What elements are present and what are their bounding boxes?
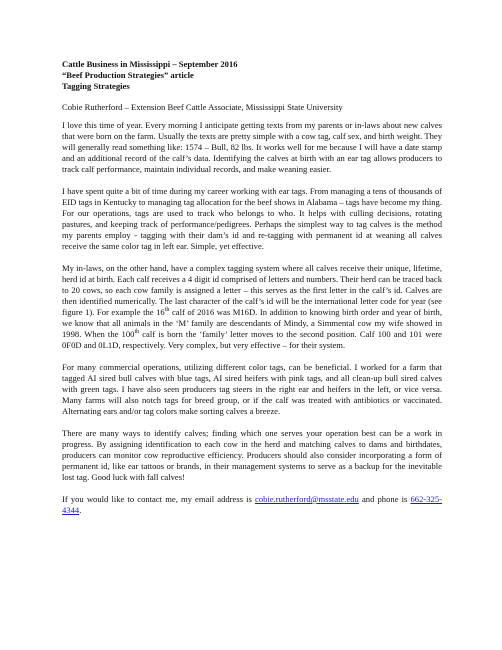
paragraph-2: I have spent quite a bit of time during my career working with ear tags. From managing a tens of thousands of EID tags in Kentucky to managing tag allocation for the beef shows in Alabama – tags have become my thing. For our operations, tags are used to track who belongs to who. It helps with culling decisions, rotating pastures, and keeping track of performance/pedigrees. Perhaps the simplest way to tag calves is the method my parents employ - tagging with their dam’s id and re-tagging with permanent id at weaning all calves receive the same color tag in left ear. Simple, yet effective. [62, 186, 442, 251]
newsletter-title: Cattle Business in Mississippi – September 2016 [62, 59, 238, 69]
contact-text-c: . [79, 505, 82, 515]
contact-text-a: If you would like to contact me, my email address is [62, 494, 256, 504]
paragraph-3-part-b: calf of 2016 was M16D. In addition to knowing birth order and year of birth, we know that all animals in the ‘M’ family are descendants of Mindy, a Simmental cow my wife showed in 1998. When the 100 [62, 307, 442, 339]
phone-link[interactable]: 662-325-4344 [62, 494, 442, 515]
ordinal-suffix: th [164, 307, 170, 314]
ordinal-suffix: th [134, 329, 140, 336]
contact-paragraph [62, 494, 442, 516]
paragraph-3-part-a: My in-laws, on the other hand, have a complex tagging system where all calves receive their unique, lifetime, herd id at birth. Each calf receives a 4 digit id comprised of letters and numbers. Their herd can be traced back to 20 cows, so each cow family is assigned a letter – this serves as the first letter in the calf’s id. Calves are then identified numerically. The last character of the calf’s id will be the international letter code for year (see figure 1). For example the 16 [62, 263, 442, 317]
email-link[interactable]: cobie.rutherford@msstate.edu [255, 494, 359, 504]
paragraph-5: There are many ways to identify calves; finding which one serves your operation best can be a work in progress. By assigning identification to each cow in the herd and matching calves to dams and birthdates, producers can monitor cow reproductive efficiency. Producers should also consider incorporating a form of permanent id, like ear tattoos or brands, in their management systems to serve as a backup for the inevitable lost tag. Good luck with fall calves! [62, 428, 442, 482]
paragraph-1: I love this time of year. Every morning I anticipate getting texts from my parents or in-laws about new calves that were born on the farm. Usually the texts are pretty simple with a cow tag, calf sex, and birth weight. They will generally read something like: 1574 – Bull, 82 lbs. It works well for me because I will have a date stamp and an additional record of the calf’s data. Identifying the calves at birth with an ear tag allows producers to track calf performance, maintain individual records, and make weaning easier. [62, 120, 442, 174]
article-page [62, 59, 442, 527]
column-title: “Beef Production Strategies” article [62, 70, 194, 80]
author-line: Cobie Rutherford – Extension Beef Cattle Associate, Mississippi State University [62, 102, 343, 112]
paragraph-3 [62, 263, 442, 351]
paragraph-3-part-c: calf is born the ‘family’ letter moves to the second position. Calf 100 and 101 were 0F0D and 0L1D, respectively. Very complex, but very effective – for their system. [62, 329, 442, 350]
contact-text-b: and phone is [358, 494, 411, 504]
article-title: Tagging Strategies [62, 81, 130, 91]
paragraph-4: For many commercial operations, utilizing different color tags, can be beneficial. I worked for a farm that tagged AI sired bull calves with blue tags, AI sired heifers with pink tags, and all clean-up bull sired calves with green tags. I have also seen producers tag steers in the right ear and heifers in the left, or vice versa. Many farms will also notch tags for breed group, or if the calf was treated with antibiotics or vaccinated. Alternating ears and/or tag colors make sorting calves a breeze. [62, 362, 442, 416]
